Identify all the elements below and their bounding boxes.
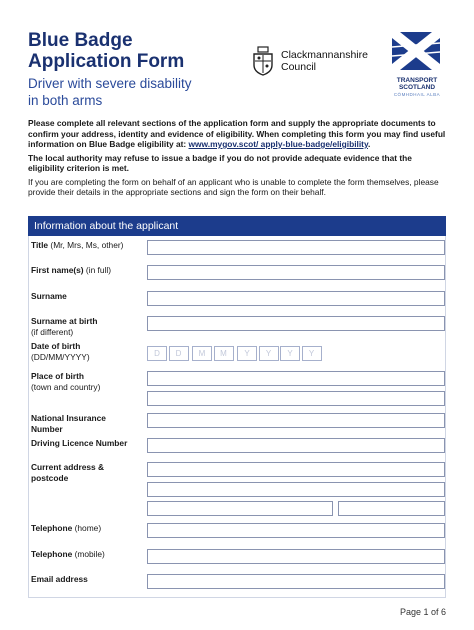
telephone-home-field[interactable] [147, 523, 445, 538]
driving-label-bold: Driving Licence Number [31, 438, 128, 448]
form-subtitle-line1: Driver with severe disability [28, 76, 192, 91]
email-label [31, 574, 141, 585]
section-header: Information about the applicant [28, 216, 446, 236]
form-subtitle-line2: in both arms [28, 93, 103, 108]
dob-year-4[interactable]: Y [302, 346, 322, 361]
intro-para1-end: . [368, 139, 371, 149]
dob-label-bold: Date of birth [31, 341, 81, 351]
surname-at-birth-label [31, 316, 141, 337]
place-birth-label-hint: (town and country) [31, 381, 101, 392]
council-name-line1: Clackmannanshire [281, 49, 368, 61]
driving-licence-label [31, 438, 146, 449]
telephone-mobile-field[interactable] [147, 549, 445, 564]
form-subtitle [28, 75, 192, 109]
council-name-line2: Council [281, 61, 317, 73]
surname-at-birth-field[interactable] [147, 316, 445, 331]
intro-paragraph-3: If you are completing the form on behalf of an applicant who is unable to complete the form themselves, please provide their details in the appropriate sections and sign the form on their behalf. [28, 176, 439, 197]
surname-birth-label-hint: (if different) [31, 326, 74, 337]
tel-mobile-label-bold: Telephone [31, 549, 73, 559]
dob-label-hint: (DD/MM/YYYY) [31, 351, 90, 362]
place-birth-label-bold: Place of birth [31, 371, 85, 381]
title-label-hint: (Mr, Mrs, Ms, other) [48, 240, 124, 250]
title-field[interactable] [147, 240, 445, 255]
first-name-label [31, 265, 141, 276]
address-label [31, 462, 131, 483]
surname-label [31, 291, 141, 302]
telephone-home-label [31, 523, 141, 534]
place-of-birth-field-1[interactable] [147, 371, 445, 386]
ni-number-label [31, 413, 131, 434]
address-field-2[interactable] [147, 482, 445, 497]
crest-icon [252, 46, 274, 76]
first-name-label-bold: First name(s) [31, 265, 84, 275]
address-field-1[interactable] [147, 462, 445, 477]
page-number: Page 1 of 6 [400, 607, 447, 617]
intro-paragraph-2: The local authority may refuse to issue a badge if you do not provide adequate evidence that the eligibility criterion is met. [28, 152, 412, 173]
ni-label-bold: National Insurance Number [31, 413, 106, 434]
intro-para1-text: Please complete all relevant sections of the application form and supply the appropriate documents to confirm your address, identity and evidence of eligibility. When completing this form you may find useful information on Blue Badge eligibility at: [28, 118, 446, 149]
form-title-line1: Blue Badge [28, 30, 133, 51]
ni-number-field[interactable] [147, 413, 445, 428]
ts-line1: TRANSPORT [396, 77, 438, 84]
ts-line2: SCOTLAND [398, 84, 436, 91]
first-name-label-hint: (in full) [83, 265, 112, 275]
council-name [281, 49, 368, 73]
title-label-bold: Title [31, 240, 49, 250]
email-field[interactable] [147, 574, 445, 589]
surname-label-bold: Surname [31, 291, 67, 301]
driving-licence-field[interactable] [147, 438, 445, 453]
tel-mobile-label-hint: (mobile) [72, 549, 105, 559]
surname-field[interactable] [147, 291, 445, 306]
tel-home-label-bold: Telephone [31, 523, 73, 533]
form-title [28, 30, 184, 72]
place-of-birth-label [31, 371, 141, 392]
dob-month-1[interactable]: M [192, 346, 212, 361]
intro-text [28, 118, 448, 201]
dob-label [31, 341, 141, 362]
dob-year-3[interactable]: Y [280, 346, 300, 361]
saltire-icon [392, 32, 440, 70]
transport-scotland-text [392, 77, 442, 91]
first-name-field[interactable] [147, 265, 445, 280]
ts-line3: CÒMHDHAIL ALBA [393, 92, 441, 97]
email-label-bold: Email address [31, 574, 88, 584]
dob-day-1[interactable]: D [147, 346, 167, 361]
dob-year-1[interactable]: Y [237, 346, 257, 361]
postcode-field[interactable] [338, 501, 445, 516]
address-label-bold: Current address & postcode [31, 462, 105, 483]
form-title-line2: Application Form [28, 51, 185, 72]
address-field-3[interactable] [147, 501, 333, 516]
intro-paragraph-1 [28, 118, 448, 150]
eligibility-link[interactable]: www.mygov.scot/ apply-blue-badge/eligibility [188, 139, 368, 149]
dob-day-2[interactable]: D [169, 346, 189, 361]
council-logo [252, 46, 368, 76]
tel-home-label-hint: (home) [72, 523, 102, 533]
title-label [31, 240, 141, 251]
place-of-birth-field-2[interactable] [147, 391, 445, 406]
transport-scotland-logo [392, 32, 442, 97]
dob-year-2[interactable]: Y [259, 346, 279, 361]
dob-field [147, 346, 323, 361]
surname-birth-label-bold: Surname at birth [31, 316, 98, 326]
telephone-mobile-label [31, 549, 141, 560]
dob-month-2[interactable]: M [214, 346, 234, 361]
